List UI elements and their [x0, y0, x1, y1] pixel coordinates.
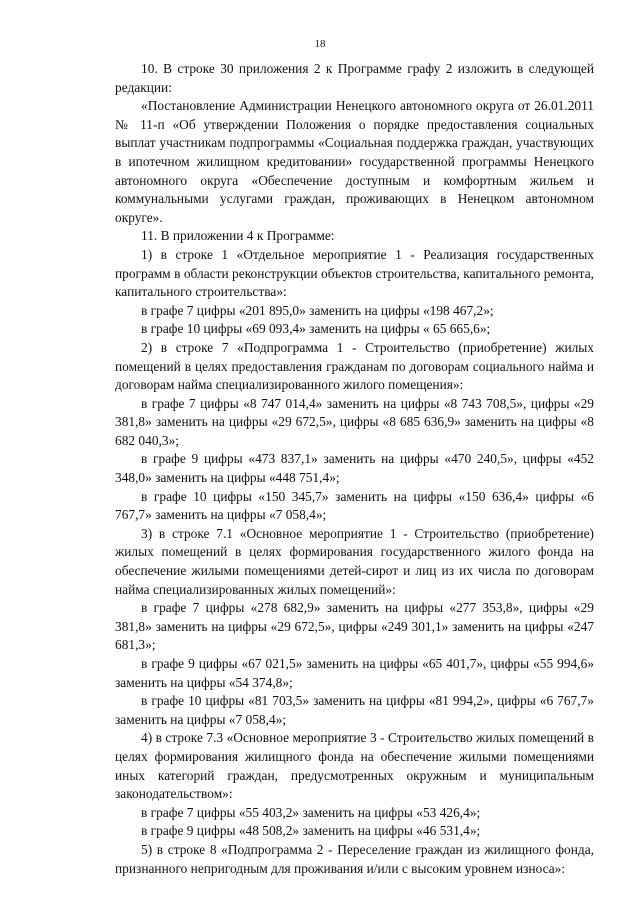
document-body: [115, 60, 594, 878]
paragraph-item-11: 11. В приложении 4 к Программе:: [141, 228, 335, 244]
paragraph-item-10: 10. В строке 30 приложения 2 к Программе графу 2 изложить в следующей редакции:: [115, 61, 594, 95]
paragraph-subitem-5: 5) в строке 8 «Подпрограмма 2 - Переселение граждан из жилищного фонда, признанного непригодным для проживания и/или с высоким уровнем износа»:: [115, 841, 594, 876]
paragraph-change-line: в графе 9 цифры «48 508,2» заменить на цифры «46 531,4»;: [141, 823, 481, 839]
page-number: 18: [314, 38, 326, 50]
paragraph-resolution-quote: «Постановление Администрации Ненецкого автономного округа от 26.01.2011 № 11-п «Об утверждении Положения о порядке предоставления социальных выплат участникам подпрограммы «Социальная поддержка граждан, участвующих в ипотечном жилищном кредитовании» государственной программы Ненецкого автономного округа «Обеспечение доступным и комфортным жильем и коммунальными услугами граждан, проживающих в Ненецком автономном округе».: [115, 98, 594, 225]
paragraph-change-line: в графе 7 цифры «8 747 014,4» заменить на цифры «8 743 708,5», цифры «29 381,8» заменить на цифры «29 672,5», цифры «8 685 636,9» заменить на цифры «8 682 040,3»;: [115, 395, 594, 448]
paragraph-change-line: в графе 7 цифры «278 682,9» заменить на цифры «277 353,8», цифры «29 381,8» заменить на цифры «29 672,5», цифры «249 301,1» заменить на цифры «247 681,3»;: [115, 600, 594, 653]
paragraph-subitem-2: 2) в строке 7 «Подпрограмма 1 - Строительство (приобретение) жилых помещений в целях предоставления гражданам по договорам социального найма и договорам найма специализированного жилого помещения»:: [115, 339, 594, 393]
paragraph-change-line: в графе 10 цифры «69 093,4» заменить на цифры « 65 665,6»;: [141, 321, 491, 337]
paragraph-change-line: в графе 9 цифры «473 837,1» заменить на цифры «470 240,5», цифры «452 348,0» заменить на цифры «448 751,4»;: [115, 451, 594, 486]
paragraph-change-line: в графе 7 цифры «55 403,2» заменить на цифры «53 426,4»;: [141, 804, 481, 820]
paragraph-subitem-1: 1) в строке 1 «Отдельное мероприятие 1 - Реализация государственных программ в области реконструкции объектов строительства, капитального ремонта, капитального строительства»:: [115, 246, 594, 300]
paragraph-subitem-4: 4) в строке 7.3 «Основное мероприятие 3 - Строительство жилых помещений в целях формирования жилищного фонда на обеспечение жилыми помещениями иных категорий граждан, предусмотренных окружным и муниципальным законодательством»:: [115, 730, 594, 802]
paragraph-subitem-3: 3) в строке 7.1 «Основное мероприятие 1 - Строительство (приобретение) жилых помещений в целях формирования государственного жилого фонда на обеспечение жилыми помещениями детей-сирот и лиц из их числа по договорам найма специализированных жилых помещений»:: [115, 525, 594, 597]
paragraph-change-line: в графе 7 цифры «201 895,0» заменить на цифры «198 467,2»;: [141, 302, 494, 318]
paragraph-change-line: в графе 9 цифры «67 021,5» заменить на цифры «65 401,7», цифры «55 994,6» заменить на цифры «54 374,8»;: [115, 656, 594, 690]
paragraph-change-line: в графе 10 цифры «150 345,7» заменить на цифры «150 636,4» цифры «6 767,7» заменить на цифры «7 058,4»;: [115, 488, 594, 523]
paragraph-change-line: в графе 10 цифры «81 703,5» заменить на цифры «81 994,2», цифры «6 767,7» заменить на цифры «7 058,4»;: [115, 693, 594, 727]
